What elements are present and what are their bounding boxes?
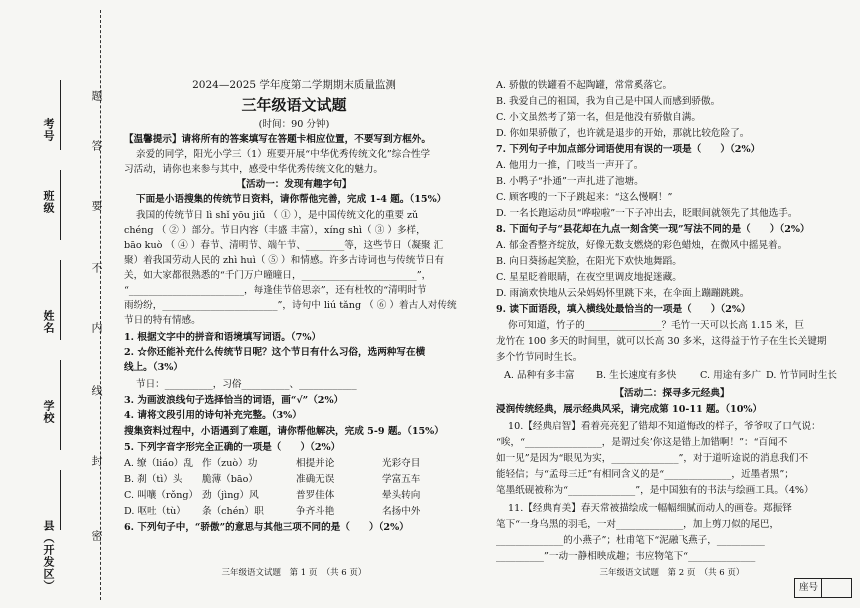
q5-option: 准确无误: [296, 474, 335, 485]
q5-option: 劲（jìng）风: [202, 490, 259, 501]
activity-2-heading: 【活动二：探寻多元经典】: [614, 388, 730, 399]
exam-no-field[interactable]: [60, 80, 61, 150]
exam-title: 2024—2025 学年度第二学期期末质量监测: [192, 79, 396, 91]
question-8: 8. 下面句子与“县花却在九点一刻含笑一现”写法不同的是（ ）（2%）: [496, 224, 810, 235]
question-4: 4. 请将文段引用的诗句补充完整。（3%）: [124, 410, 302, 421]
q9-option: C. 用途有多广: [700, 370, 762, 381]
question-11-line: 笔下“一身乌黑的羽毛，一对______________，加上剪刀似的尾巴，: [496, 519, 780, 530]
seal-char: 封: [90, 455, 103, 467]
q8-option: D. 雨滴欢快地从云朵妈妈怀里跳下来，在伞面上蹦蹦跳跳。: [496, 288, 750, 299]
question-10-line: 如一见”是因为“眼见为实，______________”，对于道听途说的消息我们不: [496, 453, 809, 464]
seal-char: 题: [90, 90, 103, 102]
page-2-footer: 三年级语文试题 第 2 页 （共 6 页）: [599, 568, 745, 578]
seat-number-divider: [821, 579, 822, 597]
intro-line: 习活动，请你也来参与其中，感受中华优秀传统文化的魅力。: [124, 164, 384, 175]
seal-char: 要: [90, 200, 103, 212]
q5-option: D. 呕吐（tù）: [124, 506, 186, 517]
q5-option: 名扬中外: [382, 506, 421, 517]
q5-option: 条（chén）职: [202, 506, 264, 517]
school-field[interactable]: [60, 360, 61, 450]
q9-text: 你可知道，竹子的________________？毛竹一天可以长高 1.15 米，巨: [508, 320, 805, 331]
question-10-line: 能轻信；与“孟母三迁”有相同含义的是“______________，近墨者黑”；: [496, 469, 794, 480]
q9-text: 龙竹在 100 多天的时间里，就可以长高 30 多米，这得益于竹子在生长关键期: [496, 336, 827, 347]
exam-time: (时间：90 分钟): [258, 119, 330, 130]
warm-tip: 【温馨提示】请将所有的答案填写在答题卡相应位置，不要写到方框外。: [124, 134, 431, 145]
name-label: 姓名: [42, 310, 55, 334]
passage-line: 节日的特有情感。: [124, 315, 201, 326]
question-11: 11.【经典育美】春天常被描绘成一幅幅细腻而动人的画卷。郑振铎: [508, 503, 792, 514]
q7-option: B. 小鸭子“扑通”一声扎进了池塘。: [496, 176, 644, 187]
intro-line: 亲爱的同学，阳光小学三（1）班要开展“中华优秀传统文化”综合性学: [136, 149, 431, 160]
q5-option: B. 刹（tì）头: [124, 474, 183, 485]
question-11-line: ______________的小燕子”；杜甫笔下“泥融飞燕子，__________: [496, 535, 765, 546]
q7-option: C. 顾客嗖的一下子跳起来：“这么慢啊！”: [496, 192, 673, 203]
q5-option: 脆薄（bāo）: [202, 474, 259, 485]
binding-margin: [0, 0, 124, 608]
passage-line: 我国的传统节日 lì shǐ yōu jiǔ （ ① ），是中国传统文化的重要 zǔ: [136, 210, 419, 221]
class-label: 班级: [42, 190, 55, 214]
q9-option: A. 品种有多丰富: [504, 370, 575, 381]
question-10: 10.【经典启智】看着亮亮犯了错却不知道悔改的样子，爷爷叹了口气说：: [508, 421, 821, 432]
question-1: 1. 根据文字中的拼音和语境填写词语。（7%）: [124, 332, 322, 343]
seat-number-box: [794, 578, 852, 598]
passage-line: 聚）着我国劳动人民的 zhì huì（ ⑤ ）和情感。许多古诗词也与传统节日有: [124, 255, 445, 266]
q8-option: A. 郁金香整齐绽放，好像无数支燃烧的彩色蜡烛，在微风中摇晃着。: [496, 240, 788, 251]
exam-page-2: [496, 0, 848, 608]
q7-option: A. 他用力一推，门吱当一声开了。: [496, 160, 644, 171]
question-3: 3. 为画波浪线句子选择恰当的词语，画“√”（2%）: [124, 395, 344, 406]
passage-line: “________________________，每逢佳节倍思亲”，还有杜牧的“清明时节: [124, 285, 427, 296]
q5-option: 相提并论: [296, 458, 335, 469]
q9-option: D. 竹节同时生长: [766, 370, 838, 381]
class-field[interactable]: [60, 170, 61, 240]
district-label: 县（开发区）: [42, 520, 55, 592]
q8-option: B. 向日葵扬起笑脸，在阳光下欢快地舞蹈。: [496, 256, 682, 267]
q5-option: 争齐斗艳: [296, 506, 335, 517]
page-1-footer: 三年级语文试题 第 1 页 （共 6 页）: [221, 568, 367, 578]
passage-line: chéng （ ② ）部分。节日内容（丰盛 丰富），xíng shì（ ③ ）多样，: [124, 225, 426, 236]
q6-option: D. 你如果骄傲了，也许就是退步的开始，那就比较危险了。: [496, 128, 750, 139]
q5-option: C. 叫嚷（rǒng）: [124, 490, 199, 501]
seal-char: 密: [90, 530, 103, 542]
q7-option: D. 一名长跑运动员“哗啦啦”一下子冲出去，眨眼间就领先了其他选手。: [496, 208, 798, 219]
question-2-cont: 线上。（3%）: [124, 362, 183, 373]
q6-option: C. 小文虽然考了第一名，但是他没有骄傲自满。: [496, 112, 701, 123]
question-10-line: “唉，“________________，是谓过矣’你这是错上加错啊！”：“百闻不: [496, 437, 788, 448]
passage-line: 关，如大家都很熟悉的“千门万户曈曈日，________________________”，: [124, 270, 432, 281]
exam-page-1: [124, 0, 464, 608]
question-2: 2. ☆你还能补充什么传统节日呢？这个节日有什么习俗，选两种写在横: [124, 347, 426, 358]
activity-1-heading: 【活动一：发现有趣字句】: [236, 179, 352, 190]
q5-option: A. 缭（liáo）乱: [124, 458, 194, 469]
seat-number-label: 座号: [799, 582, 819, 593]
school-label: 学校: [42, 400, 55, 424]
question-9: 9. 读下面语段，填入横线处最恰当的一项是（ ）（2%）: [496, 304, 751, 315]
passage-line: 雨纷纷，________________________”，诗句中 liú tǎng （ ⑥ ）着古人对传统: [124, 300, 457, 311]
q6-option: A. 骄傲的铁罐看不起陶罐，常常奚落它。: [496, 80, 673, 91]
question-7: 7. 下列句子中加点部分词语使用有误的一项是（ ）（2%）: [496, 144, 761, 155]
seal-char: 答: [90, 140, 103, 152]
name-field[interactable]: [60, 260, 61, 340]
q6-option: B. 我爱自己的祖国，我为自己是中国人而感到骄傲。: [496, 96, 721, 107]
q5-option: 作（zuò）功: [202, 458, 258, 469]
district-field[interactable]: [60, 470, 61, 530]
question-5: 5. 下列字音字形完全正确的一项是（ ）（2%）: [124, 442, 341, 453]
question-6: 6. 下列句子中，“骄傲”的意思与其他三项不同的是（ ）（2%）: [124, 522, 409, 533]
question-10-line: 笔墨纸砚被称为“______________”，是中国独有的书法与绘画工具。（4%）: [496, 485, 814, 496]
seal-char: 线: [90, 385, 103, 397]
q5-option: 学富五车: [382, 474, 421, 485]
q5-option: 晕头转向: [382, 490, 421, 501]
section-2-instruction: 搜集资料过程中，小语遇到了难题，请你帮他解决，完成 5-9 题。（15%）: [124, 426, 444, 437]
seal-char: 不: [90, 262, 103, 274]
section-3-instruction: 浸润传统经典，展示经典风采，请完成第 10-11 题。（10%）: [496, 404, 763, 415]
q9-text: 多个竹节同时生长。: [496, 352, 583, 363]
q9-option: B. 生长速度有多快: [596, 370, 677, 381]
question-2-answer-line[interactable]: 节日：__________，习俗__________、____________: [136, 379, 357, 390]
section-1-instruction: 下面是小语搜集的传统节日资料，请你帮他完善，完成 1-4 题。（15%）: [136, 194, 447, 205]
subject-title: 三年级语文试题: [241, 96, 347, 114]
seal-char: 内: [90, 322, 103, 334]
q5-option: 光彩夺目: [382, 458, 421, 469]
q5-option: 普罗佳体: [296, 490, 335, 501]
exam-no-label: 考号: [42, 118, 55, 142]
question-11-line: __________”一动一静相映成趣；韦应物笔下“______________: [496, 551, 756, 562]
passage-line: bāo kuò （ ④ ）春节、清明节、端午节、________等，这些节日（凝聚 汇: [124, 240, 444, 251]
q8-option: C. 星星眨着眼睛，在夜空里调皮地捉迷藏。: [496, 272, 682, 283]
